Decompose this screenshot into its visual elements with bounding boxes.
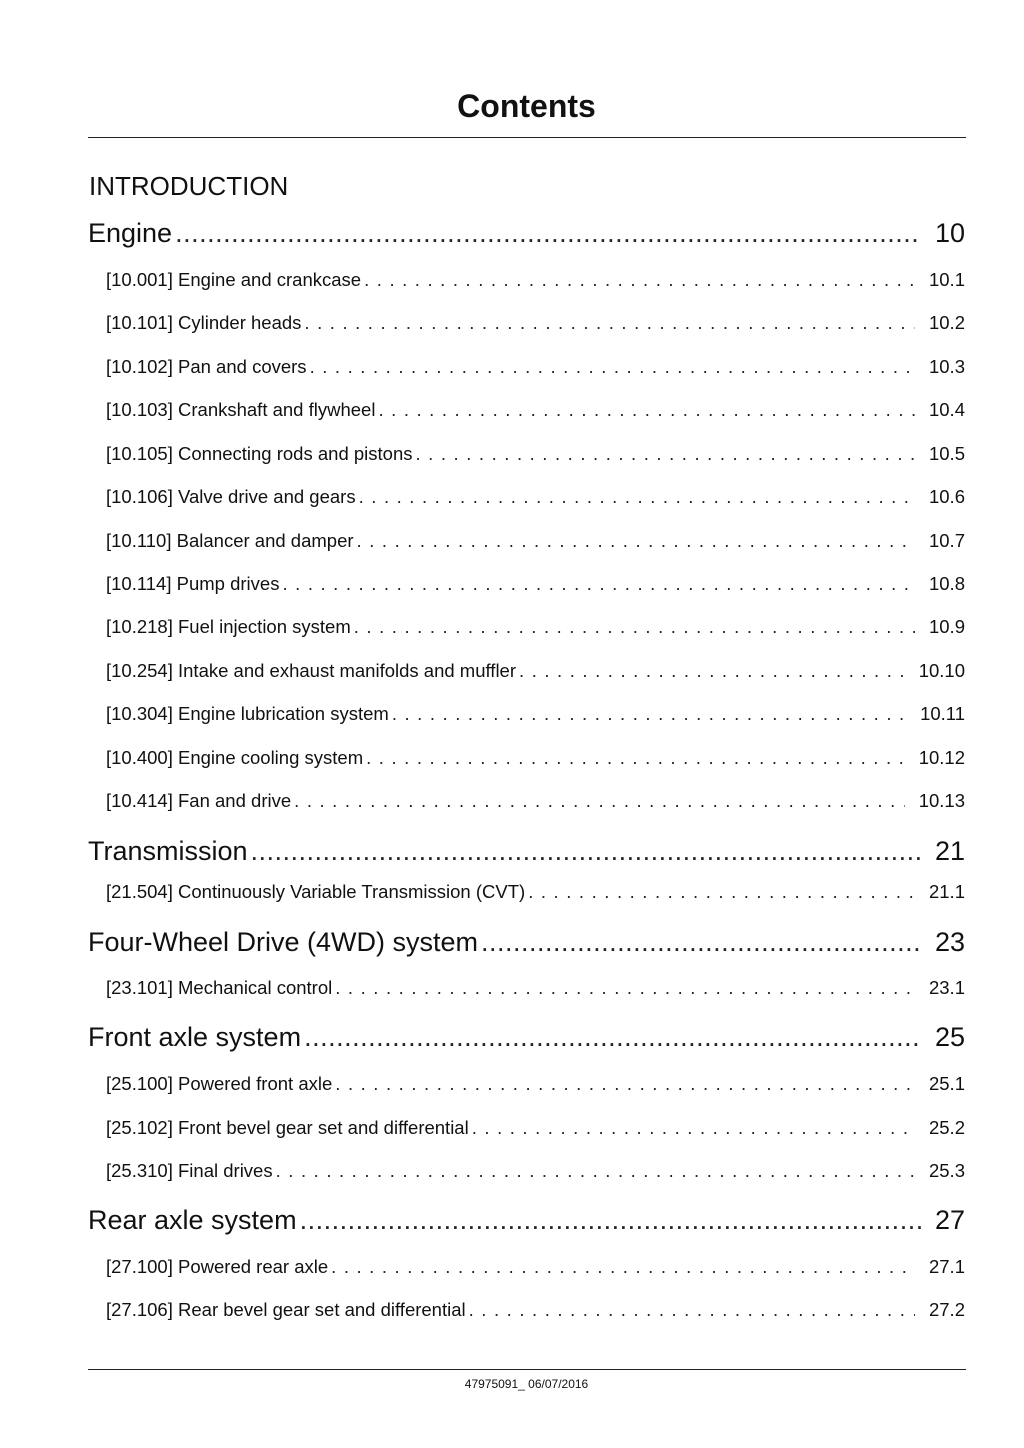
entry-page: 10.2 <box>928 312 965 333</box>
toc-section-transmission[interactable] <box>88 834 965 868</box>
toc-entry[interactable] <box>106 1255 965 1279</box>
entry-label: [10.304] Engine lubrication system <box>106 703 389 724</box>
toc-section-engine[interactable] <box>88 216 965 250</box>
dot-leader <box>378 398 915 422</box>
title-divider <box>88 137 966 138</box>
entry-page: 10.4 <box>928 399 965 420</box>
entry-page: 10.13 <box>918 790 965 811</box>
toc-entry[interactable] <box>106 1298 965 1322</box>
entry-page: 10.5 <box>928 443 965 464</box>
dot-leader <box>354 615 915 639</box>
page-title: Contents <box>457 88 596 124</box>
toc-entry[interactable] <box>106 398 965 422</box>
section-label: Engine <box>88 218 173 248</box>
section-label: Front axle system <box>88 1022 302 1052</box>
entry-page: 10.9 <box>928 616 965 637</box>
toc-entry[interactable] <box>106 746 965 770</box>
entry-label: [10.101] Cylinder heads <box>106 312 302 333</box>
section-label: Transmission <box>88 836 248 866</box>
entry-label: [10.254] Intake and exhaust manifolds and muffler <box>106 660 517 681</box>
dot-leader <box>300 1203 921 1237</box>
toc-section-rear-axle[interactable] <box>88 1203 965 1237</box>
section-page: 23 <box>934 927 965 957</box>
toc-entry[interactable] <box>106 529 965 553</box>
entry-label: [23.101] Mechanical control <box>106 977 333 998</box>
entry-label: [10.218] Fuel injection system <box>106 616 351 637</box>
toc-entry[interactable] <box>106 485 965 509</box>
toc-section-front-axle[interactable] <box>88 1020 965 1054</box>
entry-label: [10.106] Valve drive and gears <box>106 486 356 507</box>
dot-leader <box>304 311 915 335</box>
entry-page: 21.1 <box>928 881 965 902</box>
entry-label: [10.414] Fan and drive <box>106 790 292 811</box>
toc-entry[interactable] <box>106 702 965 726</box>
toc-entry[interactable] <box>106 442 965 466</box>
footer-doc-id: 47975091_ 06/07/2016 <box>464 1377 589 1391</box>
dot-leader <box>519 659 905 683</box>
toc-entry[interactable] <box>106 355 965 379</box>
entry-page: 25.2 <box>928 1117 965 1138</box>
toc-entry[interactable] <box>106 1116 965 1140</box>
section-label: Rear axle system <box>88 1205 297 1235</box>
dot-leader <box>416 442 915 466</box>
entry-label: [27.100] Powered rear axle <box>106 1256 329 1277</box>
dot-leader <box>304 1020 921 1054</box>
toc-entry[interactable] <box>106 268 965 292</box>
toc-section-four-wheel-drive[interactable] <box>88 925 965 959</box>
toc-entry[interactable] <box>106 1072 965 1096</box>
dot-leader <box>294 789 905 813</box>
introduction-heading[interactable]: INTRODUCTION <box>89 171 289 201</box>
dot-leader <box>276 1159 915 1183</box>
entry-label: [25.102] Front bevel gear set and differential <box>106 1117 469 1138</box>
entry-page: 10.3 <box>928 356 965 377</box>
dot-leader <box>472 1116 915 1140</box>
dot-leader <box>310 355 915 379</box>
dot-leader <box>335 1072 915 1096</box>
dot-leader <box>469 1298 915 1322</box>
footer-divider <box>88 1369 966 1370</box>
entry-page: 25.1 <box>928 1073 965 1094</box>
toc-entry[interactable] <box>106 615 965 639</box>
dot-leader <box>335 976 915 1000</box>
dot-leader <box>175 216 921 250</box>
entry-page: 10.10 <box>918 660 965 681</box>
dot-leader <box>366 746 905 770</box>
entry-label: [10.103] Crankshaft and flywheel <box>106 399 376 420</box>
entry-page: 23.1 <box>928 977 965 998</box>
entry-page: 10.7 <box>928 530 965 551</box>
section-page: 21 <box>934 836 965 866</box>
dot-leader <box>359 485 915 509</box>
entry-page: 10.1 <box>928 269 965 290</box>
toc-entry[interactable] <box>106 1159 965 1183</box>
toc-entry[interactable] <box>106 880 965 904</box>
dot-leader <box>481 925 921 959</box>
toc-entry[interactable] <box>106 572 965 596</box>
section-page: 10 <box>934 218 965 248</box>
entry-label: [10.105] Connecting rods and pistons <box>106 443 413 464</box>
toc-entry[interactable] <box>106 789 965 813</box>
entry-label: [21.504] Continuously Variable Transmission (CVT) <box>106 881 526 902</box>
dot-leader <box>364 268 915 292</box>
entry-page: 10.8 <box>928 573 965 594</box>
entry-label: [27.106] Rear bevel gear set and differential <box>106 1299 466 1320</box>
entry-page: 27.1 <box>928 1256 965 1277</box>
entry-label: [10.102] Pan and covers <box>106 356 307 377</box>
entry-page: 25.3 <box>928 1160 965 1181</box>
toc-entry[interactable] <box>106 311 965 335</box>
entry-label: [10.110] Balancer and damper <box>106 530 354 551</box>
dot-leader <box>331 1255 915 1279</box>
entry-page: 10.6 <box>928 486 965 507</box>
entry-page: 10.11 <box>920 703 965 724</box>
entry-page: 27.2 <box>928 1299 965 1320</box>
entry-label: [10.114] Pump drives <box>106 573 280 594</box>
entry-label: [25.310] Final drives <box>106 1160 273 1181</box>
dot-leader <box>528 880 915 904</box>
entry-label: [10.400] Engine cooling system <box>106 747 364 768</box>
section-page: 25 <box>934 1022 965 1052</box>
entry-label: [25.100] Powered front axle <box>106 1073 333 1094</box>
dot-leader <box>282 572 915 596</box>
section-page: 27 <box>934 1205 965 1235</box>
toc-entry[interactable] <box>106 659 965 683</box>
entry-page: 10.12 <box>918 747 965 768</box>
dot-leader <box>392 702 906 726</box>
dot-leader <box>251 834 921 868</box>
section-label: Four-Wheel Drive (4WD) system <box>88 927 479 957</box>
dot-leader <box>357 529 915 553</box>
toc-entry[interactable] <box>106 976 965 1000</box>
entry-label: [10.001] Engine and crankcase <box>106 269 362 290</box>
